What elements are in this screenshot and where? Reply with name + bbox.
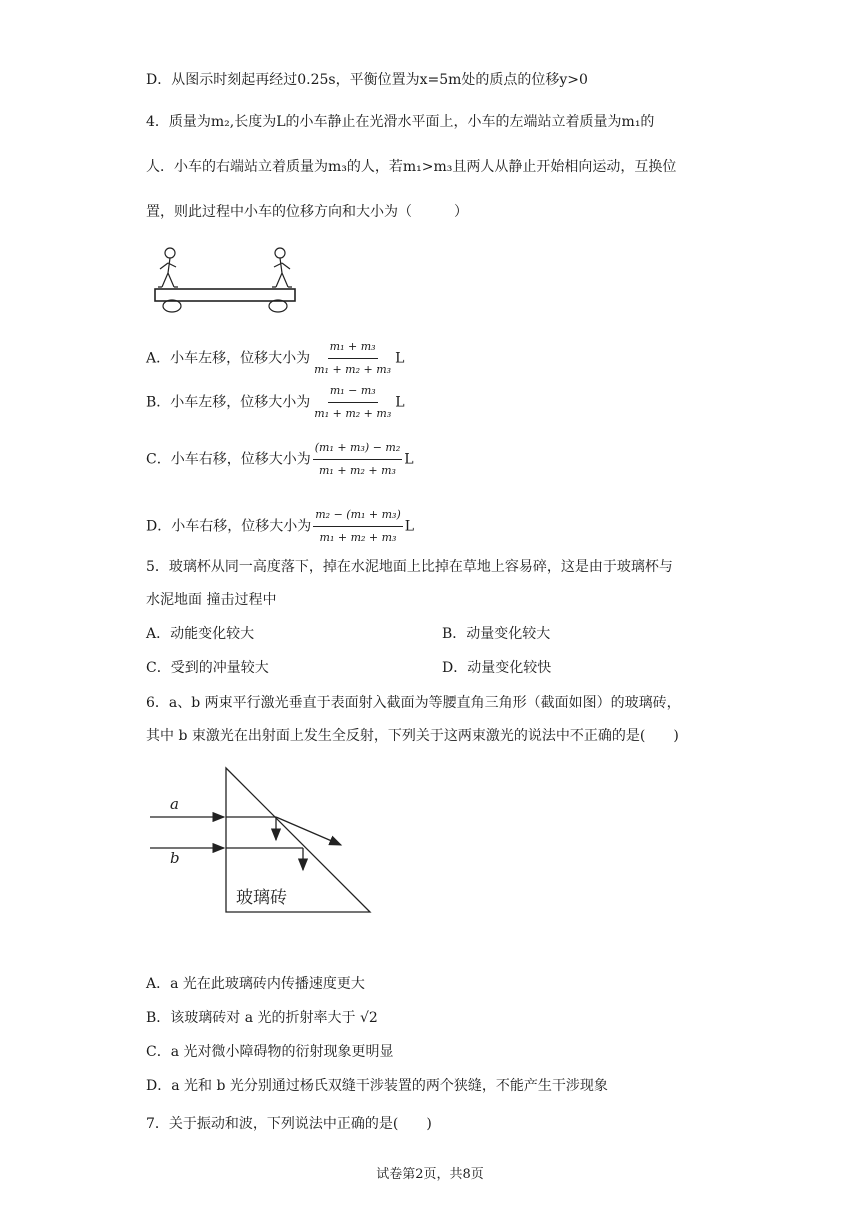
q6-option-b: B．该玻璃砖对 a 光的折射率大于 √2	[146, 1010, 378, 1026]
page-footer: 试卷第2页，共8页	[376, 1167, 484, 1182]
q3-option-d: D．从图示时刻起再经过0.25s，平衡位置为x=5m处的质点的位移y>0	[146, 72, 588, 88]
label-a: a	[170, 795, 179, 813]
q7-stem: 7．关于振动和波，下列说法中正确的是( )	[146, 1116, 432, 1132]
q4-option-c: C．小车右移，位移大小为 $\frac{\text{(m₁ + m₃) − m₂}}{\text{m₁ + m₂ + m₃}}$ L	[146, 438, 414, 481]
q5-stem-line2: 水泥地面 撞击过程中	[146, 592, 277, 608]
cart-figure	[150, 243, 300, 315]
q4-option-a: A．小车左移，位移大小为 $\frac{\text{m₁ + m₃}}{\text{m₁ + m₂ + m₃}}$ L	[146, 337, 404, 380]
label-b: b	[170, 849, 180, 867]
q5-option-a: A．动能变化较大	[146, 626, 255, 642]
q4-stem-line3: 置，则此过程中小车的位移方向和大小为（ ）	[146, 204, 468, 220]
q6-option-a: A．a 光在此玻璃砖内传播速度更大	[146, 976, 365, 992]
q5-stem-line1: 5．玻璃杯从同一高度落下，掉在水泥地面上比掉在草地上容易碎，这是由于玻璃杯与	[146, 559, 673, 575]
q4-stem-line1: 4．质量为m₂,长度为L的小车静止在光滑水平面上，小车的左端站立着质量为m₁的	[146, 114, 655, 130]
glass-block-label: 玻璃砖	[236, 888, 287, 908]
q4-option-d: D．小车右移，位移大小为 $\frac{\text{m₂ − (m₁ + m₃)}}{\text{m₁ + m₂ + m₃}}$ L	[146, 505, 414, 548]
q4-option-b: B．小车左移，位移大小为 $\frac{\text{m₁ − m₃}}{\text{m₁ + m₂ + m₃}}$ L	[146, 381, 405, 424]
q5-option-b: B．动量变化较大	[442, 626, 551, 642]
q6-option-d: D．a 光和 b 光分别通过杨氏双缝干涉装置的两个狭缝，不能产生干涉现象	[146, 1078, 608, 1094]
prism-figure	[146, 762, 376, 917]
q4-stem-line2: 人．小车的右端站立着质量为m₃的人，若m₁>m₃且两人从静止开始相向运动，互换位	[146, 159, 677, 175]
q6-stem-line2: 其中 b 束激光在出射面上发生全反射，下列关于这两束激光的说法中不正确的是( )	[146, 728, 679, 744]
q6-option-c: C．a 光对微小障碍物的衍射现象更明显	[146, 1044, 394, 1060]
q5-option-d: D．动量变化较快	[442, 660, 552, 676]
q5-option-c: C．受到的冲量较大	[146, 660, 269, 676]
q6-stem-line1: 6．a、b 两束平行激光垂直于表面射入截面为等腰直角三角形（截面如图）的玻璃砖，	[146, 695, 681, 711]
